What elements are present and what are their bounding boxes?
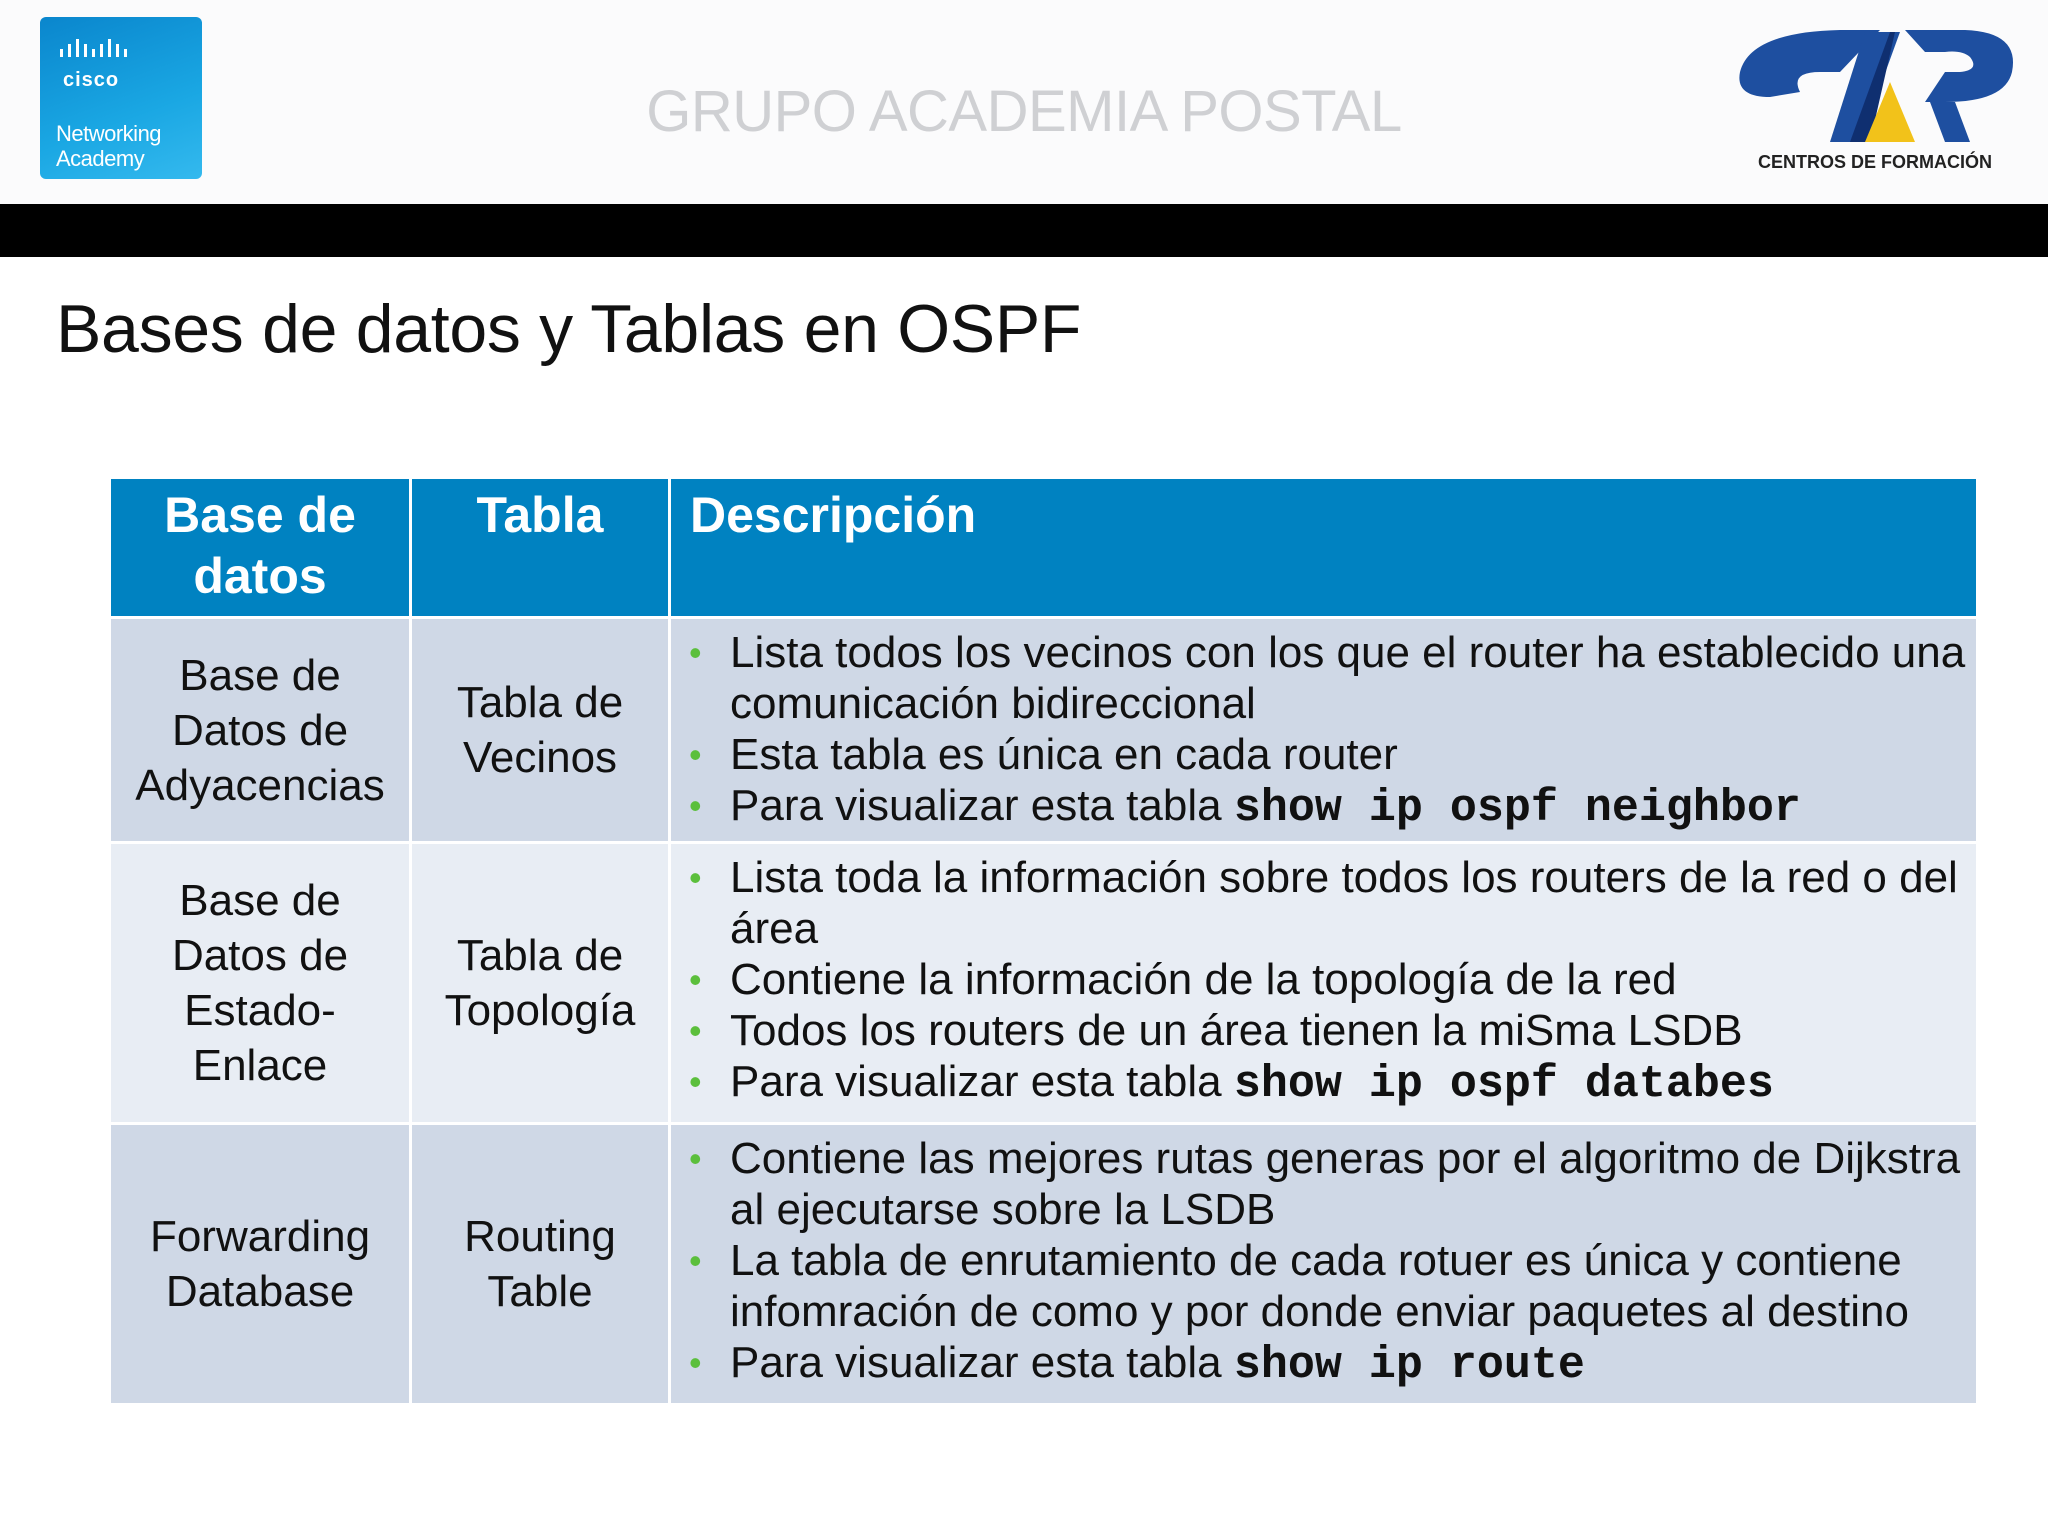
ospf-databases-table bbox=[108, 476, 1979, 1406]
description-list bbox=[689, 1133, 1966, 1391]
description-bullet: • Contiene las mejores rutas generas por el algoritmo de Dijkstra al ejecutarse sobre la LSDB bbox=[689, 1133, 1966, 1235]
header-divider-bar bbox=[0, 204, 2048, 257]
database-cell: Base de Datos de Estado-Enlace bbox=[111, 844, 409, 1122]
group-name: GRUPO ACADEMIA POSTAL bbox=[646, 79, 1402, 144]
column-header-database: Base de datos bbox=[111, 479, 409, 616]
description-bullet: • Para visualizar esta tabla show ip ospf databes bbox=[689, 1056, 1966, 1110]
cli-command: show ip route bbox=[1233, 1340, 1585, 1391]
cisco-wordmark: cisco bbox=[63, 69, 120, 91]
description-bullet: • Todos los routers de un área tienen la miSma LSDB bbox=[689, 1005, 1966, 1056]
description-cell bbox=[671, 1125, 1976, 1403]
table-row bbox=[111, 1125, 1976, 1403]
table-name-cell: Tabla de Topología bbox=[412, 844, 668, 1122]
description-bullet: • Lista todos los vecinos con los que el router ha establecido una comunicación bidireccional bbox=[689, 627, 1966, 729]
table-header-row bbox=[111, 479, 1976, 616]
description-list bbox=[689, 852, 1966, 1110]
table-name-cell: Tabla de Vecinos bbox=[412, 619, 668, 841]
description-bullet: • La tabla de enrutamiento de cada rotuer es única y contiene infomración de como y por donde enviar paquetes al destino bbox=[689, 1235, 1966, 1337]
partner-logo-caption: CENTROS DE FORMACIÓN bbox=[1758, 152, 1992, 172]
table-name-cell: Routing Table bbox=[412, 1125, 668, 1403]
slide-title: Bases de datos y Tablas en OSPF bbox=[56, 291, 1082, 367]
table-row bbox=[111, 619, 1976, 841]
networking-academy-text: Networking Academy bbox=[56, 121, 162, 171]
description-cell bbox=[671, 619, 1976, 841]
slide-header bbox=[0, 0, 2048, 204]
description-cell bbox=[671, 844, 1976, 1122]
cisco-bars-icon bbox=[58, 35, 138, 65]
database-cell: Forwarding Database bbox=[111, 1125, 409, 1403]
description-bullet: • Lista toda la información sobre todos los routers de la red o del área bbox=[689, 852, 1966, 954]
column-header-table: Tabla bbox=[412, 479, 668, 616]
description-list bbox=[689, 627, 1966, 834]
description-bullet: • Para visualizar esta tabla show ip route bbox=[689, 1337, 1966, 1391]
database-cell: Base de Datos de Adyacencias bbox=[111, 619, 409, 841]
column-header-description: Descripción bbox=[671, 479, 1976, 616]
description-bullet: • Contiene la información de la topología de la red bbox=[689, 954, 1966, 1005]
description-bullet: • Para visualizar esta tabla show ip ospf neighbor bbox=[689, 780, 1966, 834]
description-bullet: • Esta tabla es única en cada router bbox=[689, 729, 1966, 780]
table-row bbox=[111, 844, 1976, 1122]
cli-command: show ip ospf databes bbox=[1233, 1059, 1774, 1110]
cli-command: show ip ospf neighbor bbox=[1233, 783, 1801, 834]
